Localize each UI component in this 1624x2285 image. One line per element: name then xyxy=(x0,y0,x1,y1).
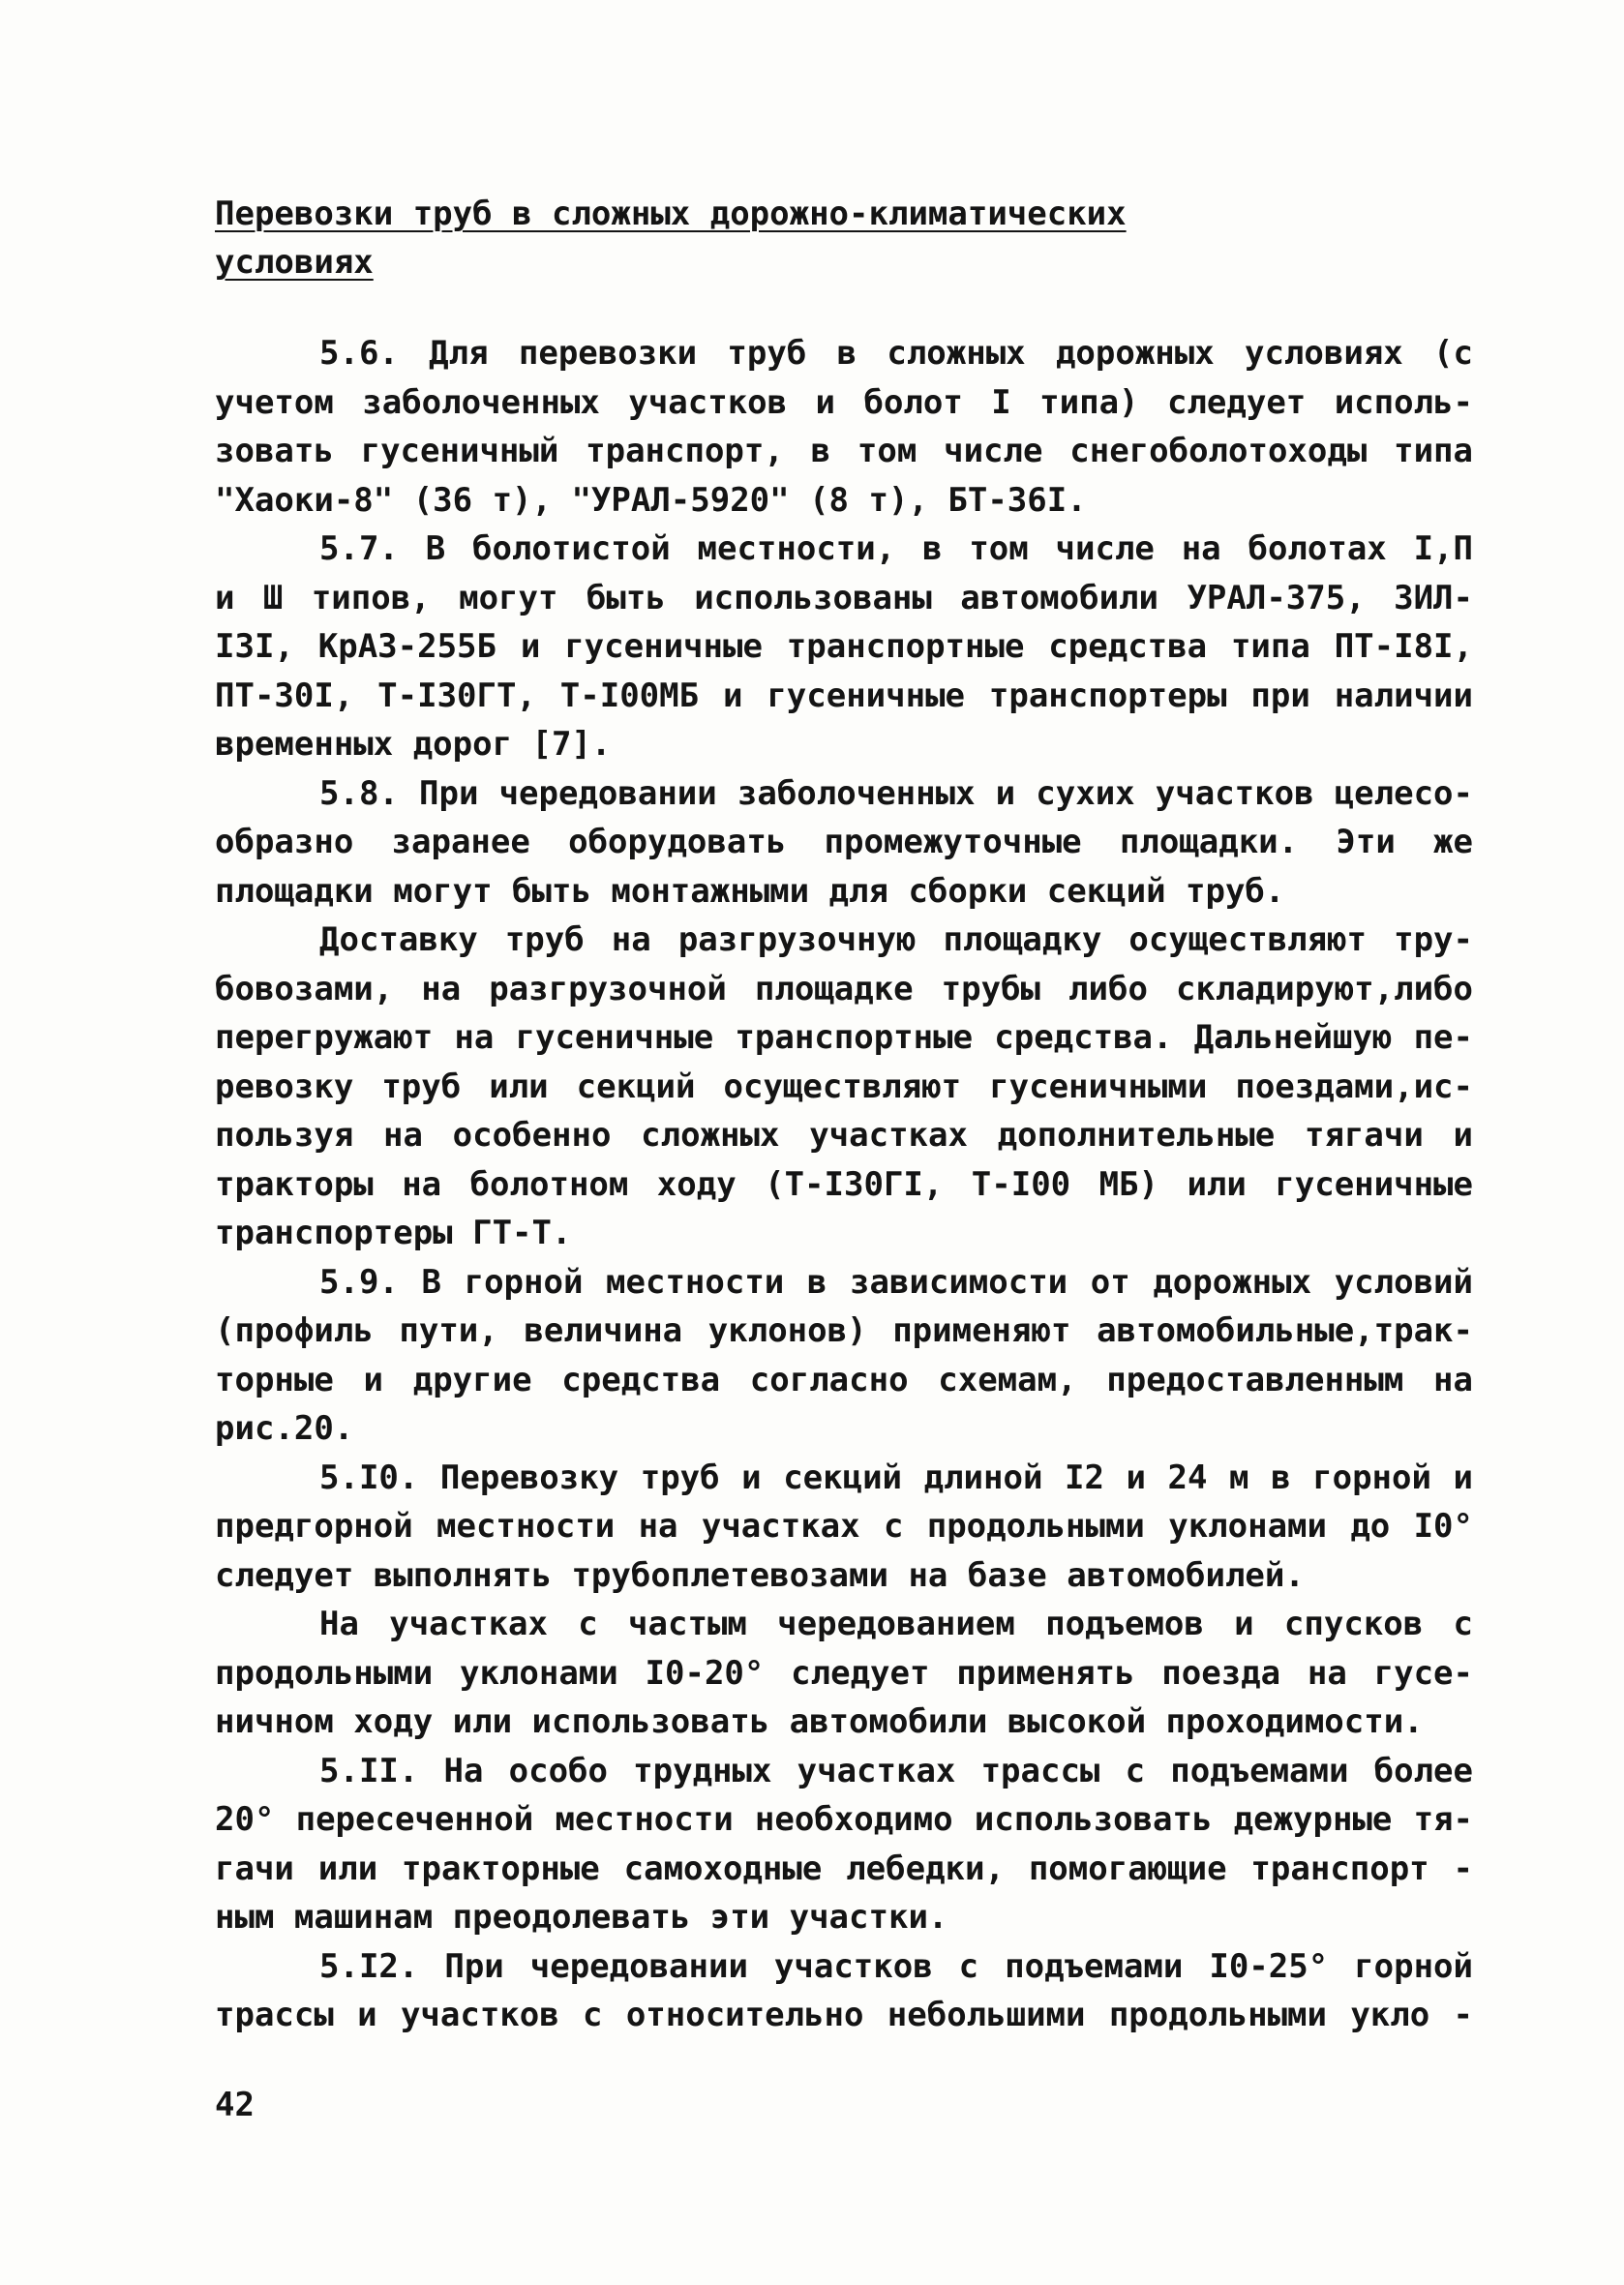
text-line: рис.20. xyxy=(215,1409,354,1448)
text-line: 5.I2. При чередовании участков с подъемами I0-25° горной xyxy=(319,1946,1473,1986)
text-line: транспортеры ГТ-Т. xyxy=(215,1214,572,1252)
text-line: ным машинам преодолевать эти участки. xyxy=(215,1898,948,1937)
text-line: продольными уклонами I0-20° следует применять поезда на гусе- xyxy=(215,1653,1473,1693)
text-line: ревозку труб или секций осуществляют гусеничными поездами,ис- xyxy=(215,1067,1473,1106)
text-line: 20° пересеченной местности необходимо использовать дежурные тя- xyxy=(215,1800,1473,1839)
text-line: зовать гусеничный транспорт, в том числе снегоболотоходы типа xyxy=(215,432,1473,470)
text-line: 5.6. Для перевозки труб в сложных дорожных условиях (с xyxy=(319,334,1473,373)
text-line: и Ш типов, могут быть использованы автомобили УРАЛ-375, ЗИЛ- xyxy=(215,578,1473,617)
text-line: 5.II. На особо трудных участках трассы с подъемами более xyxy=(319,1751,1473,1790)
text-line: трассы и участков с относительно небольшими продольными укло - xyxy=(215,1996,1473,2034)
text-line: ПТ-30I, Т-I30ГТ, Т-I00МБ и гусеничные транспортеры при наличии xyxy=(215,676,1473,715)
text-line: "Хаоки-8" (36 т), "УРАЛ-5920" (8 т), БТ-36I. xyxy=(215,480,1087,520)
section-heading-line-1: Перевозки труб в сложных дорожно-климатических xyxy=(215,195,1127,233)
body-text xyxy=(215,329,1473,2040)
text-line: На участках с частым чередованием подъемов и спусков с xyxy=(319,1605,1473,1643)
text-line: бовозами, на разгрузочной площадке трубы либо складируют,либо xyxy=(215,969,1473,1008)
text-line: перегружают на гусеничные транспортные средства. Дальнейшую пе- xyxy=(215,1018,1473,1057)
text-line: площадки могут быть монтажными для сборки секций труб. xyxy=(215,871,1285,911)
text-line: (профиль пути, величина уклонов) применяют автомобильные,трак- xyxy=(215,1311,1473,1350)
text-line: пользуя на особенно сложных участках дополнительные тягачи и xyxy=(215,1116,1473,1155)
text-line: тракторы на болотном ходу (Т-I30ГI, Т-I00 МБ) или гусеничные xyxy=(215,1164,1473,1204)
text-line: торные и другие средства согласно схемам, предоставленным на xyxy=(215,1360,1473,1399)
text-line: следует выполнять трубоплетевозами на базе автомобилей. xyxy=(215,1555,1305,1595)
section-heading-line-2: условиях xyxy=(215,243,374,282)
page-number: 42 xyxy=(215,2086,255,2124)
text-line: 5.8. При чередовании заболоченных и сухих участков целесо- xyxy=(319,773,1473,813)
section-heading xyxy=(215,190,1473,286)
text-line: 5.9. В горной местности в зависимости от дорожных условий xyxy=(319,1262,1473,1302)
text-line: временных дорог [7]. xyxy=(215,725,612,764)
text-line: учетом заболоченных участков и болот I типа) следует исполь- xyxy=(215,382,1473,422)
text-line: ничном ходу или использовать автомобили высокой проходимости. xyxy=(215,1702,1424,1741)
text-line: I3I, КрАЗ-255Б и гусеничные транспортные средства типа ПТ-I8I, xyxy=(215,627,1473,666)
text-line: Доставку труб на разгрузочную площадку осуществляют тру- xyxy=(319,920,1473,959)
text-line: 5.I0. Перевозку труб и секций длиной I2 и 24 м в горной и xyxy=(319,1458,1473,1497)
text-line: предгорной местности на участках с продольными уклонами до I0° xyxy=(215,1507,1473,1546)
text-line: образно заранее оборудовать промежуточные площадки. Эти же xyxy=(215,823,1473,861)
text-line: 5.7. В болотистой местности, в том числе на болотах I,П xyxy=(319,529,1473,568)
text-line: гачи или тракторные самоходные лебедки, помогающие транспорт - xyxy=(215,1849,1473,1888)
